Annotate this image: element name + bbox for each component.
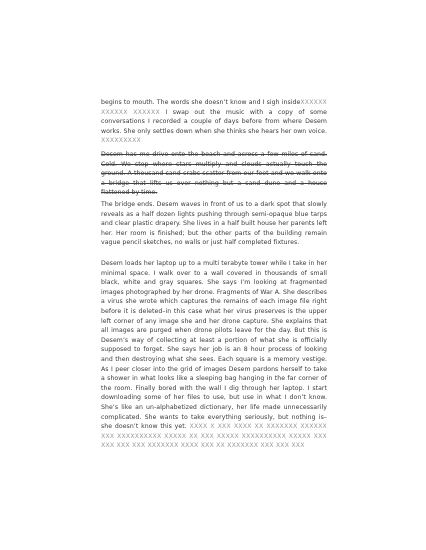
paragraph-1-text-before: begins to mouth. The words she doesn’t know and I sigh inside	[101, 99, 301, 106]
paragraph-1	[101, 98, 327, 146]
paragraph-4-text: Desem loads her laptop up to a multi terabyte tower while I take in her minimal space. I walk over to a wall covered in thousands of small black, white and gray squares. She says I’m looking at fragmented images photographed by her drone. Fragments of War A. She describes a virus she wrote which captures the remains of each image file right before it is deleted–in this case what her virus preserves is the upper left corner of any image she and her drone capture. She explains that all images are purged when drone pilots leave for the day. But this is Desem’s way of collecting at least a portion of what she is officially supposed to forget. She says her job is an 8 hour process of looking and then destroying what she sees. Each square is a memory vestige. As I peer closer into the grid of images Desem pardons herself to take a shower in what looks like a sleeping bag hanging in the far corner of the room. Finally bored with the wall I dig through her laptop. I start downloading some of her files to use, but use in what I don’t know. She’s like an un-alphabetized dictionary, her life made unnecessarily complicated. She wants to take everything seriously, but nothing is–she doesn’t know this yet.	[101, 260, 327, 431]
redaction-marks: XXXXXX XXXXXX XXXXXX	[101, 99, 327, 116]
paragraph-4	[101, 259, 327, 451]
redaction-marks: XXXXXXXXX	[101, 137, 141, 145]
paragraph-2-struck-through: Desem has me drive onto the beach and across a few miles of sand. Cold. We stop where stars multiply and clouds actually touch the ground. A thousand sand crabs scatter from our feet and we walk onto a bridge that lifts us over nothing but a sand dune and a house flattened by time.	[101, 151, 327, 197]
redaction-marks: XXXX X XXX XXXX XX XXXXXXX XXXXXX XXX XXXXXXXXXX XXXXX XX XXX XXXXX XXXXXXXXXX XXXXX XXX XXX XXX XXX XXXXXXX XXXX XXX XX XXXXXXX XXX XXX XXX	[101, 423, 327, 450]
paragraph-3: The bridge ends. Desem waves in front of us to a dark spot that slowly reveals as a half dozen lights pushing through semi-opaque blue tarps and clear plastic drapery. She lives in a half built house her parents left her. Her room is finished; but the other parts of the building remain vague pencil sketches, no walls or just half completed fixtures.	[101, 201, 327, 247]
paragraph-1-text-middle: I swap out the music with a copy of some conversations I recorded a couple of days before from where Desem works. She only settles down when she thinks she hears her own voice.	[101, 108, 327, 135]
